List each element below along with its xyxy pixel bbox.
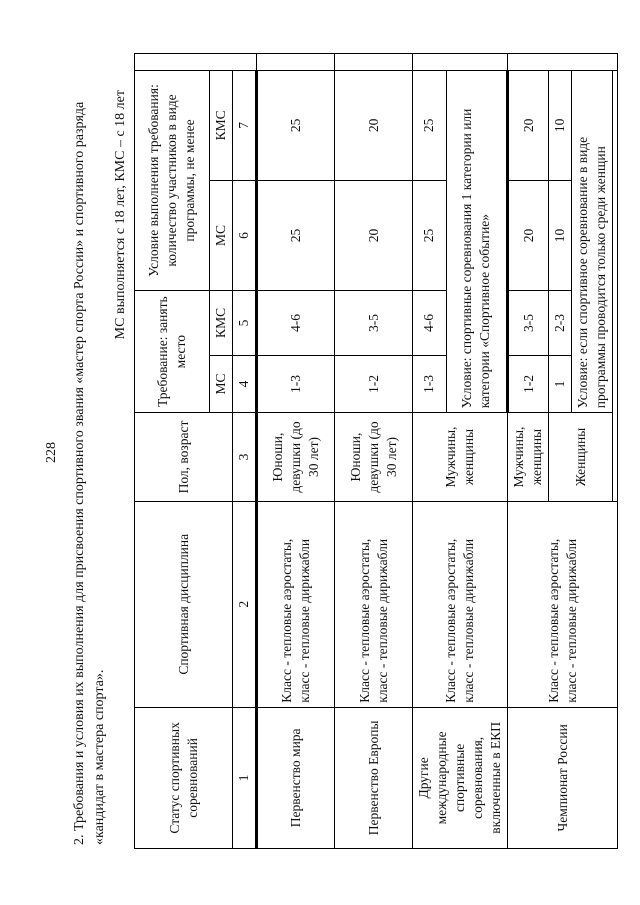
row-gender: Юноши, девушки (до 30 лет) — [335, 413, 413, 502]
row-ms-place: 1 — [549, 355, 572, 412]
row-discipline: Класс - тепловые аэростаты, класс - тепловые дирижабли — [335, 501, 413, 707]
row-gender: Мужчины, женщины — [508, 413, 549, 502]
header-gender-age: Пол, возраст — [135, 413, 233, 502]
row-status: Первенство мира — [257, 707, 335, 848]
row-ms-place: 1-3 — [257, 355, 335, 412]
row-spacer — [613, 70, 618, 501]
row-ms-count: 20 — [335, 180, 413, 290]
column-number: 1 — [233, 707, 257, 848]
row-kms-count: 20 — [335, 70, 413, 180]
header-ms-place: МС — [210, 355, 233, 412]
row-edge — [413, 54, 508, 71]
row-ms-count: 20 — [508, 180, 549, 290]
row-edge — [257, 54, 335, 71]
header-condition: Условие выполнения требования: количество участников в виде программы, не менее — [135, 70, 210, 290]
row-discipline: Класс - тепловые аэростаты, класс - тепловые дирижабли — [257, 501, 335, 707]
row-kms-count: 25 — [413, 70, 447, 180]
row-discipline: Класс - тепловые аэростаты, класс - тепловые дирижабли — [413, 501, 508, 707]
row-kms-count: 25 — [257, 70, 335, 180]
row-edge — [335, 54, 413, 71]
table-row — [257, 54, 335, 849]
row-ms-count: 25 — [413, 180, 447, 290]
column-number: 6 — [233, 180, 257, 290]
requirements-table — [134, 53, 618, 849]
column-number: 2 — [233, 501, 257, 707]
row-edge — [508, 54, 618, 71]
header-kms-count: КМС — [210, 70, 233, 180]
row-status: Другие международные спортивные соревнования, включенные в ЕКП — [413, 707, 508, 848]
header-discipline: Спортивная дисциплина — [135, 501, 233, 707]
header-status: Статус спортивных соревнований — [135, 707, 233, 848]
column-number: 3 — [233, 413, 257, 502]
row-kms-count: 20 — [508, 70, 549, 180]
row-status: Первенство Европы — [335, 707, 413, 848]
row-kms-place: 3-5 — [335, 291, 413, 356]
header-ms-count: МС — [210, 180, 233, 290]
row-kms-place: 3-5 — [508, 291, 549, 356]
age-note: МС выполняется с 18 лет, КМС – с 18 лет — [113, 90, 128, 340]
condition-banner: Условие: спортивные соревнования 1 категории или категории «Спортивное событие» — [446, 70, 507, 412]
row-kms-place: 4-6 — [413, 291, 447, 356]
row-ms-place: 1-3 — [413, 355, 447, 412]
row-kms-place: 4-6 — [257, 291, 335, 356]
column-number: 4 — [233, 355, 257, 412]
row-gender: Мужчины, женщины — [413, 413, 508, 502]
row-kms-count: 10 — [549, 70, 572, 180]
row-ms-count: 10 — [549, 180, 572, 290]
column-number: 5 — [233, 291, 257, 356]
table-row — [508, 54, 549, 849]
row-gender: Женщины — [549, 413, 613, 502]
header-edge-column — [135, 54, 257, 71]
condition-banner: Условие: если спортивное соревнование в виде программы проводится только среди женщин — [572, 70, 613, 412]
table-row — [413, 54, 447, 849]
column-number-row — [233, 54, 257, 849]
page-number: 228 — [44, 442, 59, 463]
row-kms-place: 2-3 — [549, 291, 572, 356]
row-discipline: Класс - тепловые аэростаты, класс - тепловые дирижабли — [508, 501, 618, 707]
row-ms-count: 25 — [257, 180, 335, 290]
row-gender: Юноши, девушки (до 30 лет) — [257, 413, 335, 502]
header-place: Требование: занять место — [135, 291, 210, 413]
row-ms-place: 1-2 — [335, 355, 413, 412]
header-kms-place: КМС — [210, 291, 233, 356]
header-row-1 — [135, 54, 210, 849]
row-status: Чемпионат России — [508, 707, 618, 848]
row-ms-place: 1-2 — [508, 355, 549, 412]
section-heading: 2. Требования и условия их выполнения для присвоения спортивного звания «мастер спорта России» и спортивного разряда «кандидат в мастера спорта». — [72, 101, 107, 845]
column-number: 7 — [233, 70, 257, 180]
table-row — [335, 54, 413, 849]
